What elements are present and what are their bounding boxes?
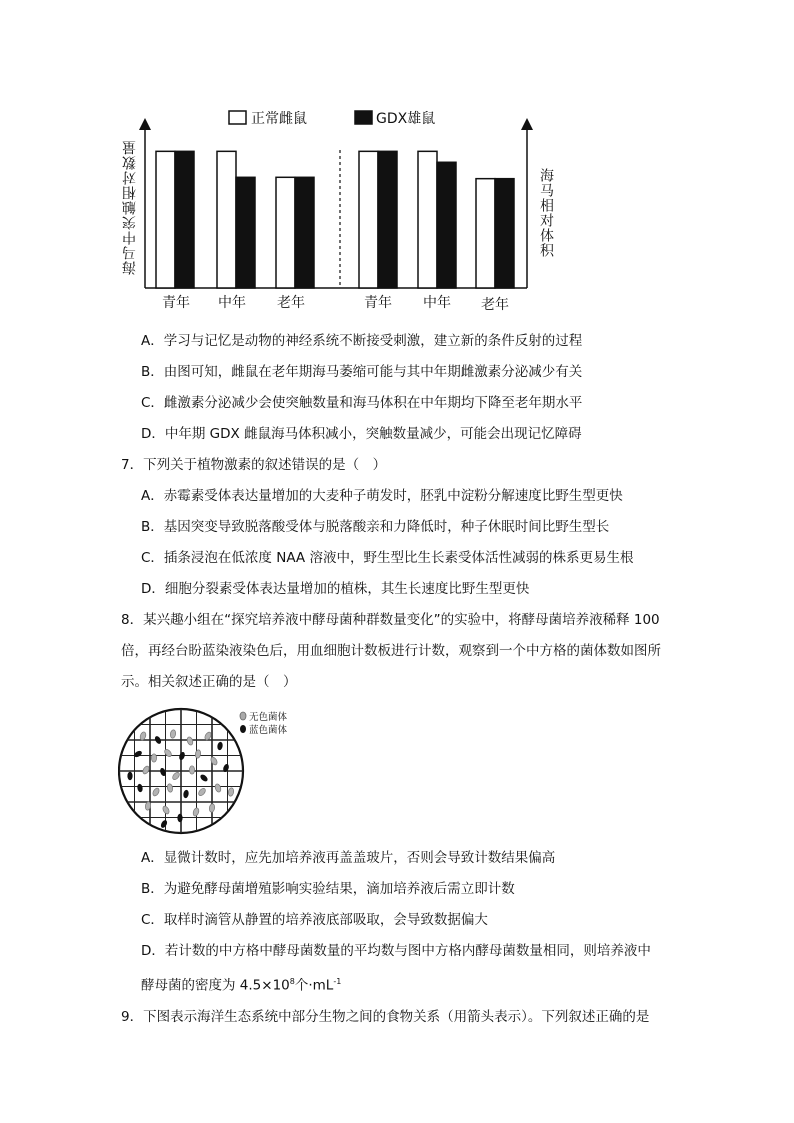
- q7-option-d: D．细胞分裂素受体表达量增加的植株，其生长速度比野生型更快: [141, 581, 530, 597]
- blue-yeast-cell: [127, 772, 132, 780]
- bar-chart-figure: [0, 0, 794, 330]
- x-tick-label: 老年: [481, 297, 509, 313]
- unit-exponent: -1: [333, 977, 342, 986]
- colorless-yeast-cell: [151, 754, 156, 762]
- q6-option-c: C．雌激素分泌减少会使突触数量和海马体积在中年期均下降至老年期水平: [141, 395, 583, 411]
- x-tick-label: 青年: [162, 295, 190, 311]
- colorless-yeast-cell: [189, 766, 194, 774]
- q8-option-a: A．显微计数时，应先加培养液再盖盖玻片，否则会导致计数结果偏高: [141, 850, 556, 866]
- x-tick-label: 中年: [218, 295, 246, 311]
- left-y-axis-label: 海马中突触相对数量: [122, 140, 138, 275]
- bar-female-panel2-cat1: [359, 151, 378, 288]
- bar-gdx-panel1-cat1: [175, 151, 194, 288]
- q7-option-b: B．基因突变导致脱落酸受体与脱落酸亲和力降低时，种子休眠时间比野生型长: [141, 519, 610, 535]
- bar-female-panel1-cat2: [217, 151, 236, 288]
- q8-option-b: B．为避免酵母菌增殖影响实验结果，滴加培养液后需立即计数: [141, 881, 515, 897]
- legend-swatch-female: [229, 111, 246, 124]
- legend-swatch-gdx: [355, 111, 372, 124]
- legend-dot-blue: [240, 725, 246, 733]
- q8-stem-line-1: 8．某兴趣小组在“探究培养液中酵母菌种群数量变化”的实验中，将酵母菌培养液稀释 100: [121, 612, 660, 628]
- bar-female-panel1-cat1: [156, 151, 175, 288]
- q8-stem-line-2: 倍，再经台盼蓝染液染色后，用血细胞计数板进行计数，观察到一个中方格的菌体数如图所: [121, 643, 661, 659]
- bar-gdx-panel2-cat3: [495, 179, 514, 288]
- q8-option-c: C．取样时滴管从静置的培养液底部吸取，会导致数据偏大: [141, 912, 488, 928]
- hemocytometer-svg: [118, 706, 318, 836]
- bar-female-panel2-cat3: [476, 179, 495, 288]
- bar-gdx-panel1-cat3: [295, 177, 314, 288]
- legend-label-blue: 蓝色菌体: [249, 725, 288, 736]
- bar-gdx-panel1-cat2: [236, 177, 255, 288]
- option-d-text: 酵母菌的密度为 4.5×10: [141, 977, 290, 994]
- q6-option-a: A．学习与记忆是动物的神经系统不断接受刺激，建立新的条件反射的过程: [141, 333, 583, 349]
- legend-label-female: 正常雌鼠: [251, 111, 307, 127]
- option-d-unit: 个·mL: [294, 977, 334, 994]
- q6-option-b: B．由图可知，雌鼠在老年期海马萎缩可能与其中年期雌激素分泌减少有关: [141, 364, 583, 380]
- legend-label-gdx: GDX雄鼠: [376, 111, 436, 127]
- legend-dot-colorless: [240, 712, 246, 720]
- x-tick-label: 青年: [364, 295, 392, 311]
- x-tick-label: 中年: [423, 295, 451, 311]
- q8-stem-line-3: 示。相关叙述正确的是（ ）: [121, 674, 297, 690]
- q9-stem: 9．下图表示海洋生态系统中部分生物之间的食物关系（用箭头表示）。下列叙述正确的是: [121, 1009, 650, 1025]
- bar-gdx-panel2-cat1: [378, 151, 397, 288]
- legend-label-colorless: 无色菌体: [249, 712, 288, 723]
- q8-option-d: D．若计数的中方格中酵母菌数量的平均数与图中方格内酵母菌数量相同，则培养液中: [141, 943, 651, 959]
- q8-option-d-continued: [141, 972, 341, 996]
- bars-group: [156, 151, 514, 288]
- right-y-axis-label: 海马相对体积: [538, 168, 554, 258]
- q7-option-a: A．赤霉素受体表达量增加的大麦种子萌发时，胚乳中淀粉分解速度比野生型更快: [141, 488, 623, 504]
- blue-yeast-cell: [177, 814, 182, 822]
- q7-stem: 7．下列关于植物激素的叙述错误的是（ ）: [121, 457, 387, 473]
- bar-gdx-panel2-cat2: [437, 162, 456, 288]
- q6-option-d: D．中年期 GDX 雌鼠海马体积减小，突触数量减少，可能会出现记忆障碍: [141, 426, 582, 442]
- bar-female-panel1-cat3: [276, 177, 295, 288]
- x-tick-label: 老年: [277, 295, 305, 311]
- q7-option-c: C．插条浸泡在低浓度 NAA 溶液中，野生型比生长素受体活性减弱的株系更易生根: [141, 550, 634, 566]
- bar-female-panel2-cat2: [418, 151, 437, 288]
- exponent: 8: [289, 977, 295, 986]
- hemocytometer-figure: [118, 706, 318, 836]
